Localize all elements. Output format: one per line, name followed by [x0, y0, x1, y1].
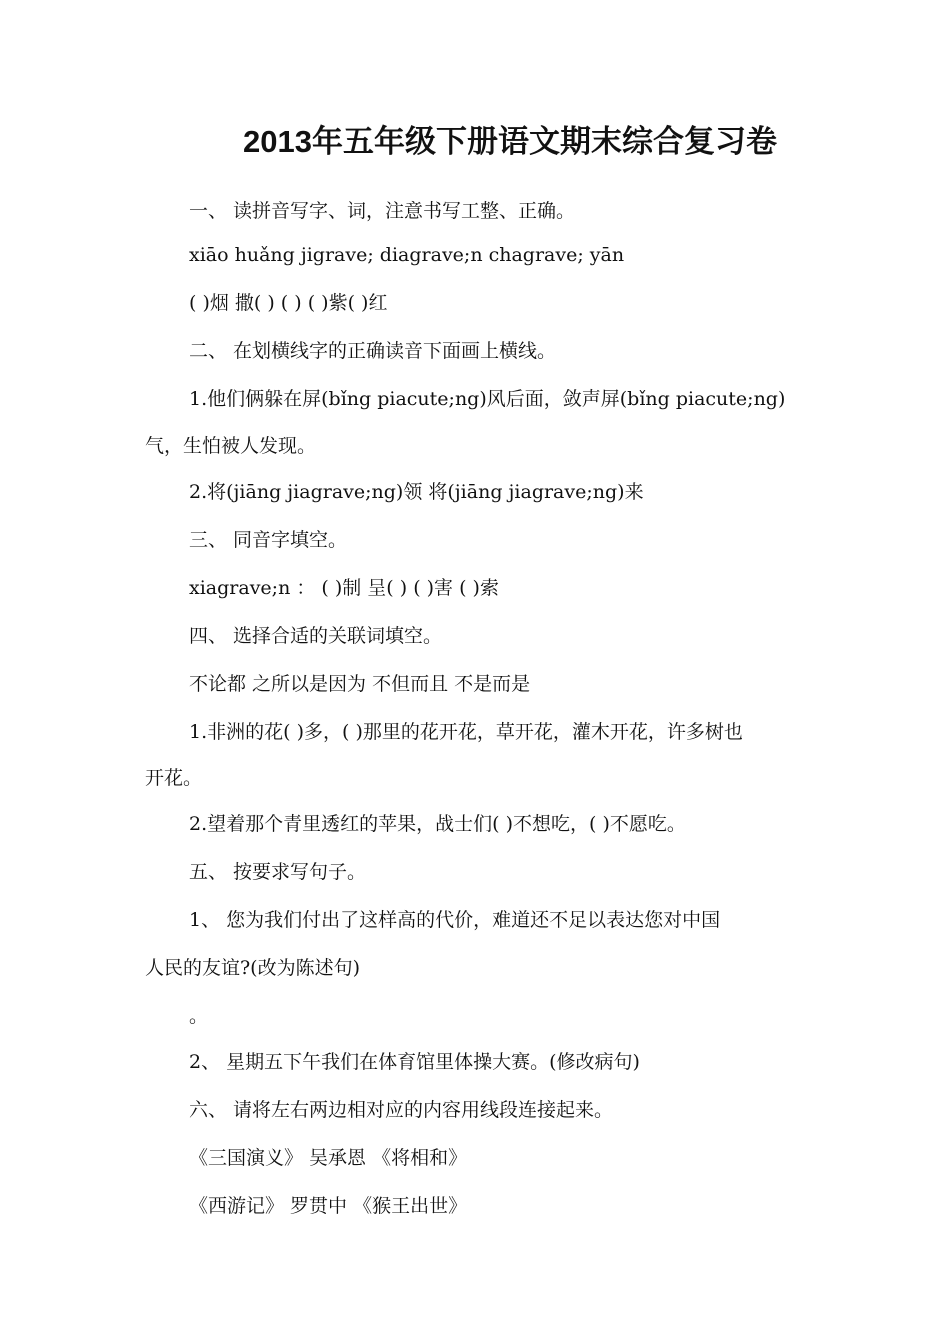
- pinyin-line: xiāo huǎng jigrave; diagrave;n chagrave; yān: [189, 244, 625, 266]
- section-1-heading: 一、 读拼音写字、词，注意书写工整、正确。: [189, 200, 576, 222]
- question-4-1-continued: 开花。: [145, 767, 203, 789]
- question-2-1: 1.他们俩躲在屏(bǐng piacute;ng)风后面，敛声屏(bǐng piacute;ng): [189, 388, 786, 410]
- section-3-heading: 三、 同音字填空。: [189, 529, 348, 551]
- question-3-line: xiagrave;n ： ( )制 呈( ) ( )害 ( )索: [189, 577, 499, 599]
- section-6-heading: 六、 请将左右两边相对应的内容用线段连接起来。: [189, 1099, 614, 1121]
- section-4-heading: 四、 选择合适的关联词填空。: [189, 625, 443, 647]
- fill-blank-line: ( )烟 撒( ) ( ) ( )紫( )红: [189, 292, 388, 314]
- section-2-heading: 二、 在划横线字的正确读音下面画上横线。: [189, 340, 557, 362]
- matching-row-2: 《西游记》 罗贯中 《猴王出世》: [189, 1195, 468, 1217]
- question-4-2: 2.望着那个青里透红的苹果，战士们( )不想吃，( )不愿吃。: [189, 813, 686, 835]
- matching-row-1: 《三国演义》 吴承恩 《将相和》: [189, 1147, 468, 1169]
- question-4-1: 1.非洲的花( )多，( )那里的花开花，草开花，灌木开花，许多树也: [189, 721, 743, 743]
- page-title: 2013年五年级下册语文期末综合复习卷: [243, 124, 777, 159]
- question-5-1-continued: 人民的友谊?(改为陈述句): [145, 957, 361, 979]
- question-5-1: 1、 您为我们付出了这样高的代价，难道还不足以表达您对中国: [189, 909, 721, 931]
- answer-blank-period: 。: [189, 1005, 209, 1027]
- question-2-2: 2.将(jiāng jiagrave;ng)领 将(jiāng jiagrave;ng)来: [189, 481, 644, 503]
- question-5-2: 2、 星期五下午我们在体育馆里体操大赛。(修改病句): [189, 1051, 640, 1073]
- question-2-1-continued: 气，生怕被人发现。: [145, 435, 317, 457]
- conjunction-options: 不论都 之所以是因为 不但而且 不是而是: [189, 673, 531, 695]
- section-5-heading: 五、 按要求写句子。: [189, 861, 367, 883]
